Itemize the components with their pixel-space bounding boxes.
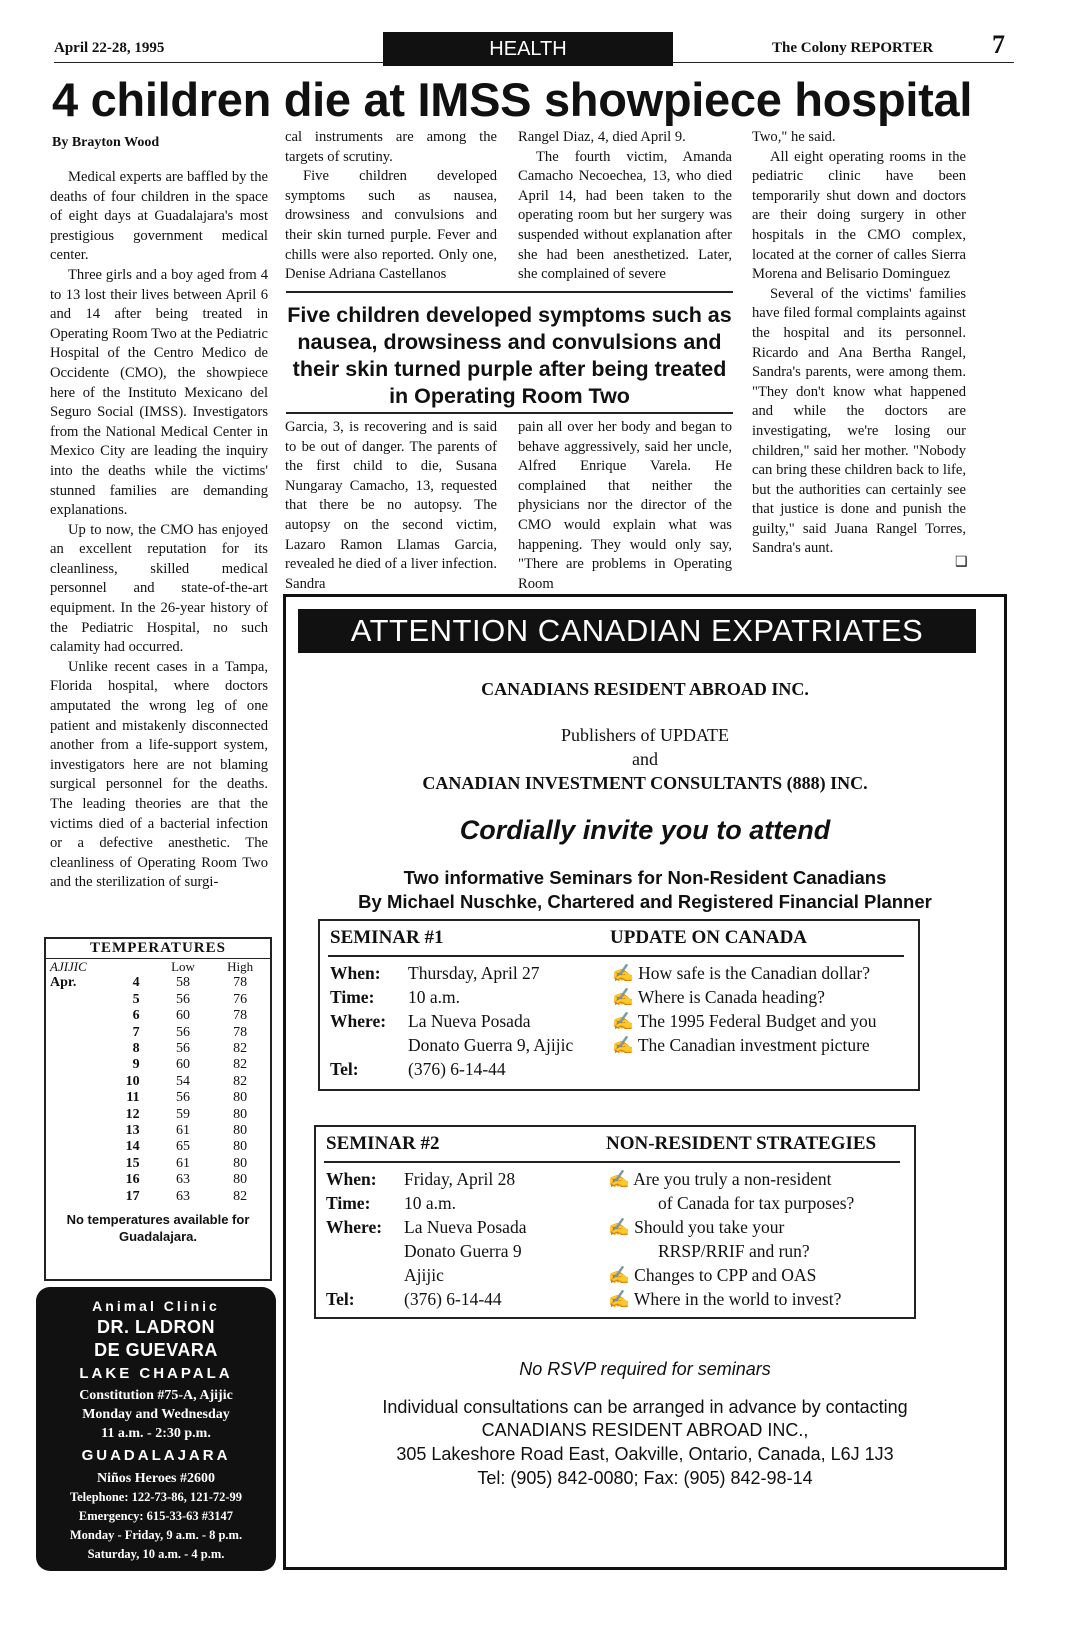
seminar-2-title: NON-RESIDENT STRATEGIES: [606, 1133, 877, 1154]
paragraph: cal instruments are among the targets of scrutiny.: [285, 129, 497, 165]
temperatures-box: [44, 937, 272, 1281]
low-cell: 60: [175, 1008, 190, 1024]
temperature-row: [46, 1189, 270, 1205]
clinic-telephone: Telephone: 122-73-86, 121-72-99: [69, 1490, 243, 1504]
high-cell: 78: [233, 1024, 248, 1040]
high-header: High: [227, 959, 254, 974]
high-cell: 76: [233, 991, 248, 1007]
low-cell: 61: [175, 1123, 190, 1139]
seminar-1-title: UPDATE ON CANADA: [610, 927, 808, 948]
seminar-2-venue: La Nueva Posada: [404, 1217, 527, 1237]
rsvp-note: No RSVP required for seminars: [519, 1359, 771, 1379]
low-cell: 56: [175, 1041, 190, 1057]
pen-icon: ✍: [608, 1265, 630, 1285]
clinic-emergency: Emergency: 615-33-63 #3147: [78, 1509, 234, 1523]
low-cell: 61: [175, 1155, 190, 1171]
seminar-1-box: [318, 919, 920, 1091]
temperature-row: [46, 1041, 270, 1057]
day-cell: 12: [125, 1106, 140, 1122]
seminar-advertisement: [283, 594, 1007, 1570]
section-label: HEALTH: [383, 32, 673, 66]
paragraph: Rangel Diaz, 4, died April 9.: [518, 129, 686, 145]
pullquote-rule-top: [286, 291, 733, 293]
day-cell: 5: [132, 991, 140, 1007]
where-label: Where:: [326, 1217, 383, 1237]
temperature-row: [46, 975, 270, 991]
when-label: When:: [326, 1169, 377, 1189]
ad-organization: CANADIANS RESIDENT ABROAD INC.: [481, 679, 809, 699]
footer-company: CANADIANS RESIDENT ABROAD INC.,: [481, 1420, 809, 1440]
temperature-row: [46, 992, 270, 1008]
clinic-hours-1: 11 a.m. - 2:30 p.m.: [101, 1426, 211, 1441]
seminar-1-time: 10 a.m.: [408, 987, 461, 1007]
seminar-2-topic: Changes to CPP and OAS: [634, 1265, 817, 1285]
month-cell: [46, 1041, 87, 1057]
paragraph: Medical experts are baffled by the deaths of four children in the space of eight days at Guadalajara's most prestigious government medical center.: [50, 169, 268, 264]
high-cell: 78: [233, 1008, 248, 1024]
seminar-2-topic: Are you truly a non-resident: [633, 1169, 832, 1189]
day-cell: 8: [132, 1041, 140, 1057]
tel-label: Tel:: [326, 1289, 355, 1309]
low-cell: 56: [175, 1024, 190, 1040]
newspaper-name: The Colony REPORTER: [772, 40, 934, 56]
day-cell: 6: [132, 1008, 140, 1024]
article-column-2-bottom: [285, 418, 497, 594]
day-cell: 17: [125, 1188, 140, 1204]
seminar-1-topic: How safe is the Canadian dollar?: [638, 963, 870, 983]
pen-icon: ✍: [612, 1011, 634, 1031]
paragraph: Several of the victims' families have filed formal complaints against the hospital and its personnel. Ricardo and Ana Bertha Rangel, Sandra's parents, were among them. "They don't know what happened and while the doctors are investigating, we're losing our children," said her mother. "Nobody can bring these children back to life, but the authorities can certainly see that justice is done and punish the guilty," said Juana Rangel Torres, Sandra's aunt.: [752, 285, 966, 557]
seminar-2-heading: SEMINAR #2: [326, 1133, 440, 1154]
article-column-3-bottom: [518, 418, 732, 594]
month-cell: [46, 1139, 87, 1155]
temperature-row: [46, 1123, 270, 1139]
seminar-1-phone: (376) 6-14-44: [408, 1059, 506, 1079]
low-header: Low: [171, 959, 195, 974]
seminar-2-topic-cont: RRSP/RRIF and run?: [658, 1241, 810, 1261]
clinic-name-1: DR. LADRON: [97, 1317, 215, 1337]
clinic-hours-2: Monday - Friday, 9 a.m. - 8 p.m.: [69, 1528, 243, 1542]
day-cell: 13: [125, 1123, 140, 1139]
seminar-2-town: Ajijic: [404, 1265, 444, 1285]
high-cell: 80: [233, 1155, 248, 1171]
day-cell: 10: [125, 1073, 140, 1089]
high-cell: 80: [233, 1172, 248, 1188]
temperature-row: [46, 1074, 270, 1090]
when-label: When:: [330, 963, 381, 983]
seminar-2-time: 10 a.m.: [404, 1193, 457, 1213]
tel-label: Tel:: [330, 1059, 359, 1079]
low-cell: 65: [175, 1139, 190, 1155]
month-cell: [46, 1008, 87, 1024]
pen-icon: ✍: [608, 1289, 630, 1309]
low-cell: 58: [175, 975, 190, 991]
seminar-1-address: Donato Guerra 9, Ajijic: [408, 1035, 574, 1055]
temperature-row: [46, 1057, 270, 1073]
high-cell: 78: [233, 975, 248, 991]
month-cell: [46, 992, 87, 1008]
footer-line-1: Individual consultations can be arranged in advance by contacting: [382, 1397, 908, 1417]
low-cell: 56: [175, 991, 190, 1007]
seminar-1-rule: [328, 955, 904, 957]
temperature-row: [46, 1090, 270, 1106]
article-column-2-top: [285, 128, 497, 285]
where-label: Where:: [330, 1011, 387, 1031]
clinic-address-2: Niños Heroes #2600: [97, 1471, 215, 1486]
paragraph: All eight operating rooms in the pediatric clinic have been temporarily shut down and doctors are their doing surgery in other hospitals in the CMO complex, located at the corner of calles Sierra Morena and Belisario Dominguez: [752, 148, 966, 283]
ad-consultants: CANADIAN INVESTMENT CONSULTANTS (888) INC.: [422, 773, 868, 793]
seminar-1-topic: Where is Canada heading?: [637, 987, 825, 1007]
day-cell: 11: [126, 1090, 140, 1106]
seminar-1-date: Thursday, April 27: [408, 963, 540, 983]
seminar-1-topic: The 1995 Federal Budget and you: [637, 1011, 877, 1031]
low-cell: 54: [175, 1073, 190, 1089]
day-cell: 9: [132, 1057, 140, 1073]
pullquote-rule-bottom: [286, 412, 733, 414]
pen-icon: ✍: [608, 1169, 630, 1189]
paragraph: Garcia, 3, is recovering and is said to be out of danger. The parents of the first child to die, Susana Nungaray Camacho, 13, requested that there be no autopsy. The autopsy on the second victim, Lazaro Ramon Llamas Garcia, revealed he died of a liver infection. Sandra: [285, 419, 497, 592]
seminar-2-address: Donato Guerra 9: [404, 1241, 522, 1261]
month-cell: [46, 1189, 87, 1205]
paragraph: The fourth victim, Amanda Camacho Necoechea, 13, who died April 14, had been taken to the operating room but her surgery was suspended without explanation after she had been anesthetized. Later, she complained of severe: [518, 148, 732, 283]
high-cell: 80: [233, 1123, 248, 1139]
temperature-row: [46, 1008, 270, 1024]
paragraph: Two," he said.: [752, 129, 836, 145]
ad-invite: Cordially invite you to attend: [459, 815, 831, 845]
ad-publishers: Publishers of UPDATE: [560, 725, 729, 745]
seminar-1-venue: La Nueva Posada: [408, 1011, 531, 1031]
article-column-4: [752, 128, 966, 559]
paragraph: Three girls and a boy aged from 4 to 13 lost their lives between April 6 and 14 after being treated in Operating Room Two at the Pediatric Hospital of the Centro Medico de Occidente (CMO), the showpiece here of the Instituto Mexicano del Seguro Social (IMSS). Investigators from the National Medical Center in Mexico City are leading the inquiry into the deaths while the victims' stunned families are demanding explanations.: [50, 266, 268, 519]
month-cell: [46, 1057, 87, 1073]
pen-icon: ✍: [612, 1035, 634, 1055]
animal-clinic-ad: [36, 1287, 276, 1571]
clinic-name-2: DE GUEVARA: [94, 1340, 218, 1360]
byline: By Brayton Wood: [52, 135, 160, 150]
time-label: Time:: [326, 1193, 371, 1213]
article-column-1: [50, 168, 268, 893]
day-cell: 4: [132, 975, 140, 991]
day-cell: 15: [125, 1155, 140, 1171]
month-cell: [46, 1074, 87, 1090]
ad-and: and: [632, 749, 658, 769]
seminar-1-topic: The Canadian investment picture: [637, 1035, 870, 1055]
seminar-2-phone: (376) 6-14-44: [404, 1289, 502, 1309]
temperatures-table: [46, 959, 270, 1205]
high-cell: 80: [233, 1090, 248, 1106]
time-label: Time:: [330, 987, 375, 1007]
high-cell: 82: [233, 1041, 248, 1057]
ad-banner: ATTENTION CANADIAN EXPATRIATES: [298, 609, 976, 653]
seminar-2-topic: Where in the world to invest?: [633, 1289, 842, 1309]
clinic-address-1: Constitution #75-A, Ajijic: [79, 1388, 233, 1403]
ad-presenter-line: By Michael Nuschke, Chartered and Registered Financial Planner: [358, 891, 932, 912]
paragraph: pain all over her body and began to behave aggressively, said her uncle, Alfred Enrique Varela. He complained that neither the physicians nor the director of the CMO would explain what was happening. They would only say, "There are problems in Operating Room: [518, 419, 732, 592]
month-cell: [46, 1025, 87, 1041]
paragraph: Up to now, the CMO has enjoyed an excellent reputation for its cleanliness, skilled medical personnel and state-of-the-art equipment. In the 26-year history of the Pediatric Hospital, no such calamity had occurred.: [50, 521, 268, 656]
month-cell: Apr.: [50, 975, 77, 991]
footer-address: 305 Lakeshore Road East, Oakville, Ontario, Canada, L6J 1J3: [396, 1444, 894, 1464]
low-cell: 56: [175, 1090, 190, 1106]
high-cell: 82: [233, 1057, 248, 1073]
temperatures-note: No temperatures available for Guadalajara.: [66, 1212, 250, 1245]
high-cell: 82: [233, 1073, 248, 1089]
paragraph: Unlike recent cases in a Tampa, Florida hospital, where doctors amputated the wrong leg of one patient and mistakenly disconnected another from a life-support system, investigators here are not blaming surgical personnel for the deaths. The leading theories are that the victims died of a bacterial infection or a defective anesthetic. The cleanliness of Operating Room Two and the sterilization of surgi-: [50, 658, 268, 891]
month-cell: [46, 1123, 87, 1139]
pen-icon: ✍: [608, 1217, 630, 1237]
high-cell: 82: [233, 1188, 248, 1204]
temperature-row: [46, 1025, 270, 1041]
low-cell: 63: [175, 1172, 190, 1188]
page-number: 7: [992, 30, 1005, 59]
high-cell: 80: [233, 1106, 248, 1122]
pull-quote: Five children developed symptoms such as nausea, drowsiness and convulsions and their skin turned purple after being treated in Operating Room Two: [287, 303, 732, 408]
footer-contact: Tel: (905) 842-0080; Fax: (905) 842-98-14: [477, 1468, 813, 1488]
low-cell: 63: [175, 1188, 190, 1204]
issue-date: April 22-28, 1995: [54, 40, 165, 56]
article-column-3-top: [518, 128, 732, 285]
seminar-2-rule: [324, 1161, 900, 1163]
seminar-2-box: [314, 1125, 916, 1319]
day-cell: 16: [125, 1172, 140, 1188]
low-cell: 59: [175, 1106, 190, 1122]
month-cell: [46, 1107, 87, 1123]
clinic-region-2: GUADALAJARA: [81, 1447, 231, 1464]
month-cell: [46, 1156, 87, 1172]
temperature-row: [46, 1172, 270, 1188]
seminar-2-topic: Should you take your: [634, 1217, 785, 1237]
temperature-row: [46, 1107, 270, 1123]
temperatures-title: TEMPERATURES: [46, 939, 270, 959]
month-cell: [46, 1090, 87, 1106]
headline: 4 children die at IMSS showpiece hospital: [52, 73, 973, 126]
end-mark: ❑: [955, 555, 968, 570]
clinic-type: Animal Clinic: [92, 1298, 220, 1314]
high-cell: 80: [233, 1139, 248, 1155]
seminar-2-topic-cont: of Canada for tax purposes?: [658, 1193, 855, 1213]
paragraph: Five children developed symptoms such as nausea, drowsiness and convulsions and their skin turned purple. Fever and chills were also reported. Only one, Denise Adriana Castellanos: [285, 168, 497, 283]
location-label: AJIJIC: [50, 959, 87, 974]
pen-icon: ✍: [612, 963, 634, 983]
pen-icon: ✍: [612, 987, 634, 1007]
temperature-row: [46, 1156, 270, 1172]
clinic-hours-3: Saturday, 10 a.m. - 4 p.m.: [87, 1547, 225, 1561]
low-cell: 60: [175, 1057, 190, 1073]
ad-seminars-line: Two informative Seminars for Non-Resident Canadians: [403, 867, 887, 888]
day-cell: 14: [125, 1139, 140, 1155]
clinic-days-1: Monday and Wednesday: [82, 1407, 230, 1422]
seminar-2-date: Friday, April 28: [404, 1169, 516, 1189]
clinic-region-1: LAKE CHAPALA: [79, 1365, 233, 1382]
seminar-1-heading: SEMINAR #1: [330, 927, 444, 948]
month-cell: [46, 1172, 87, 1188]
day-cell: 7: [132, 1024, 140, 1040]
temperature-row: [46, 1139, 270, 1155]
